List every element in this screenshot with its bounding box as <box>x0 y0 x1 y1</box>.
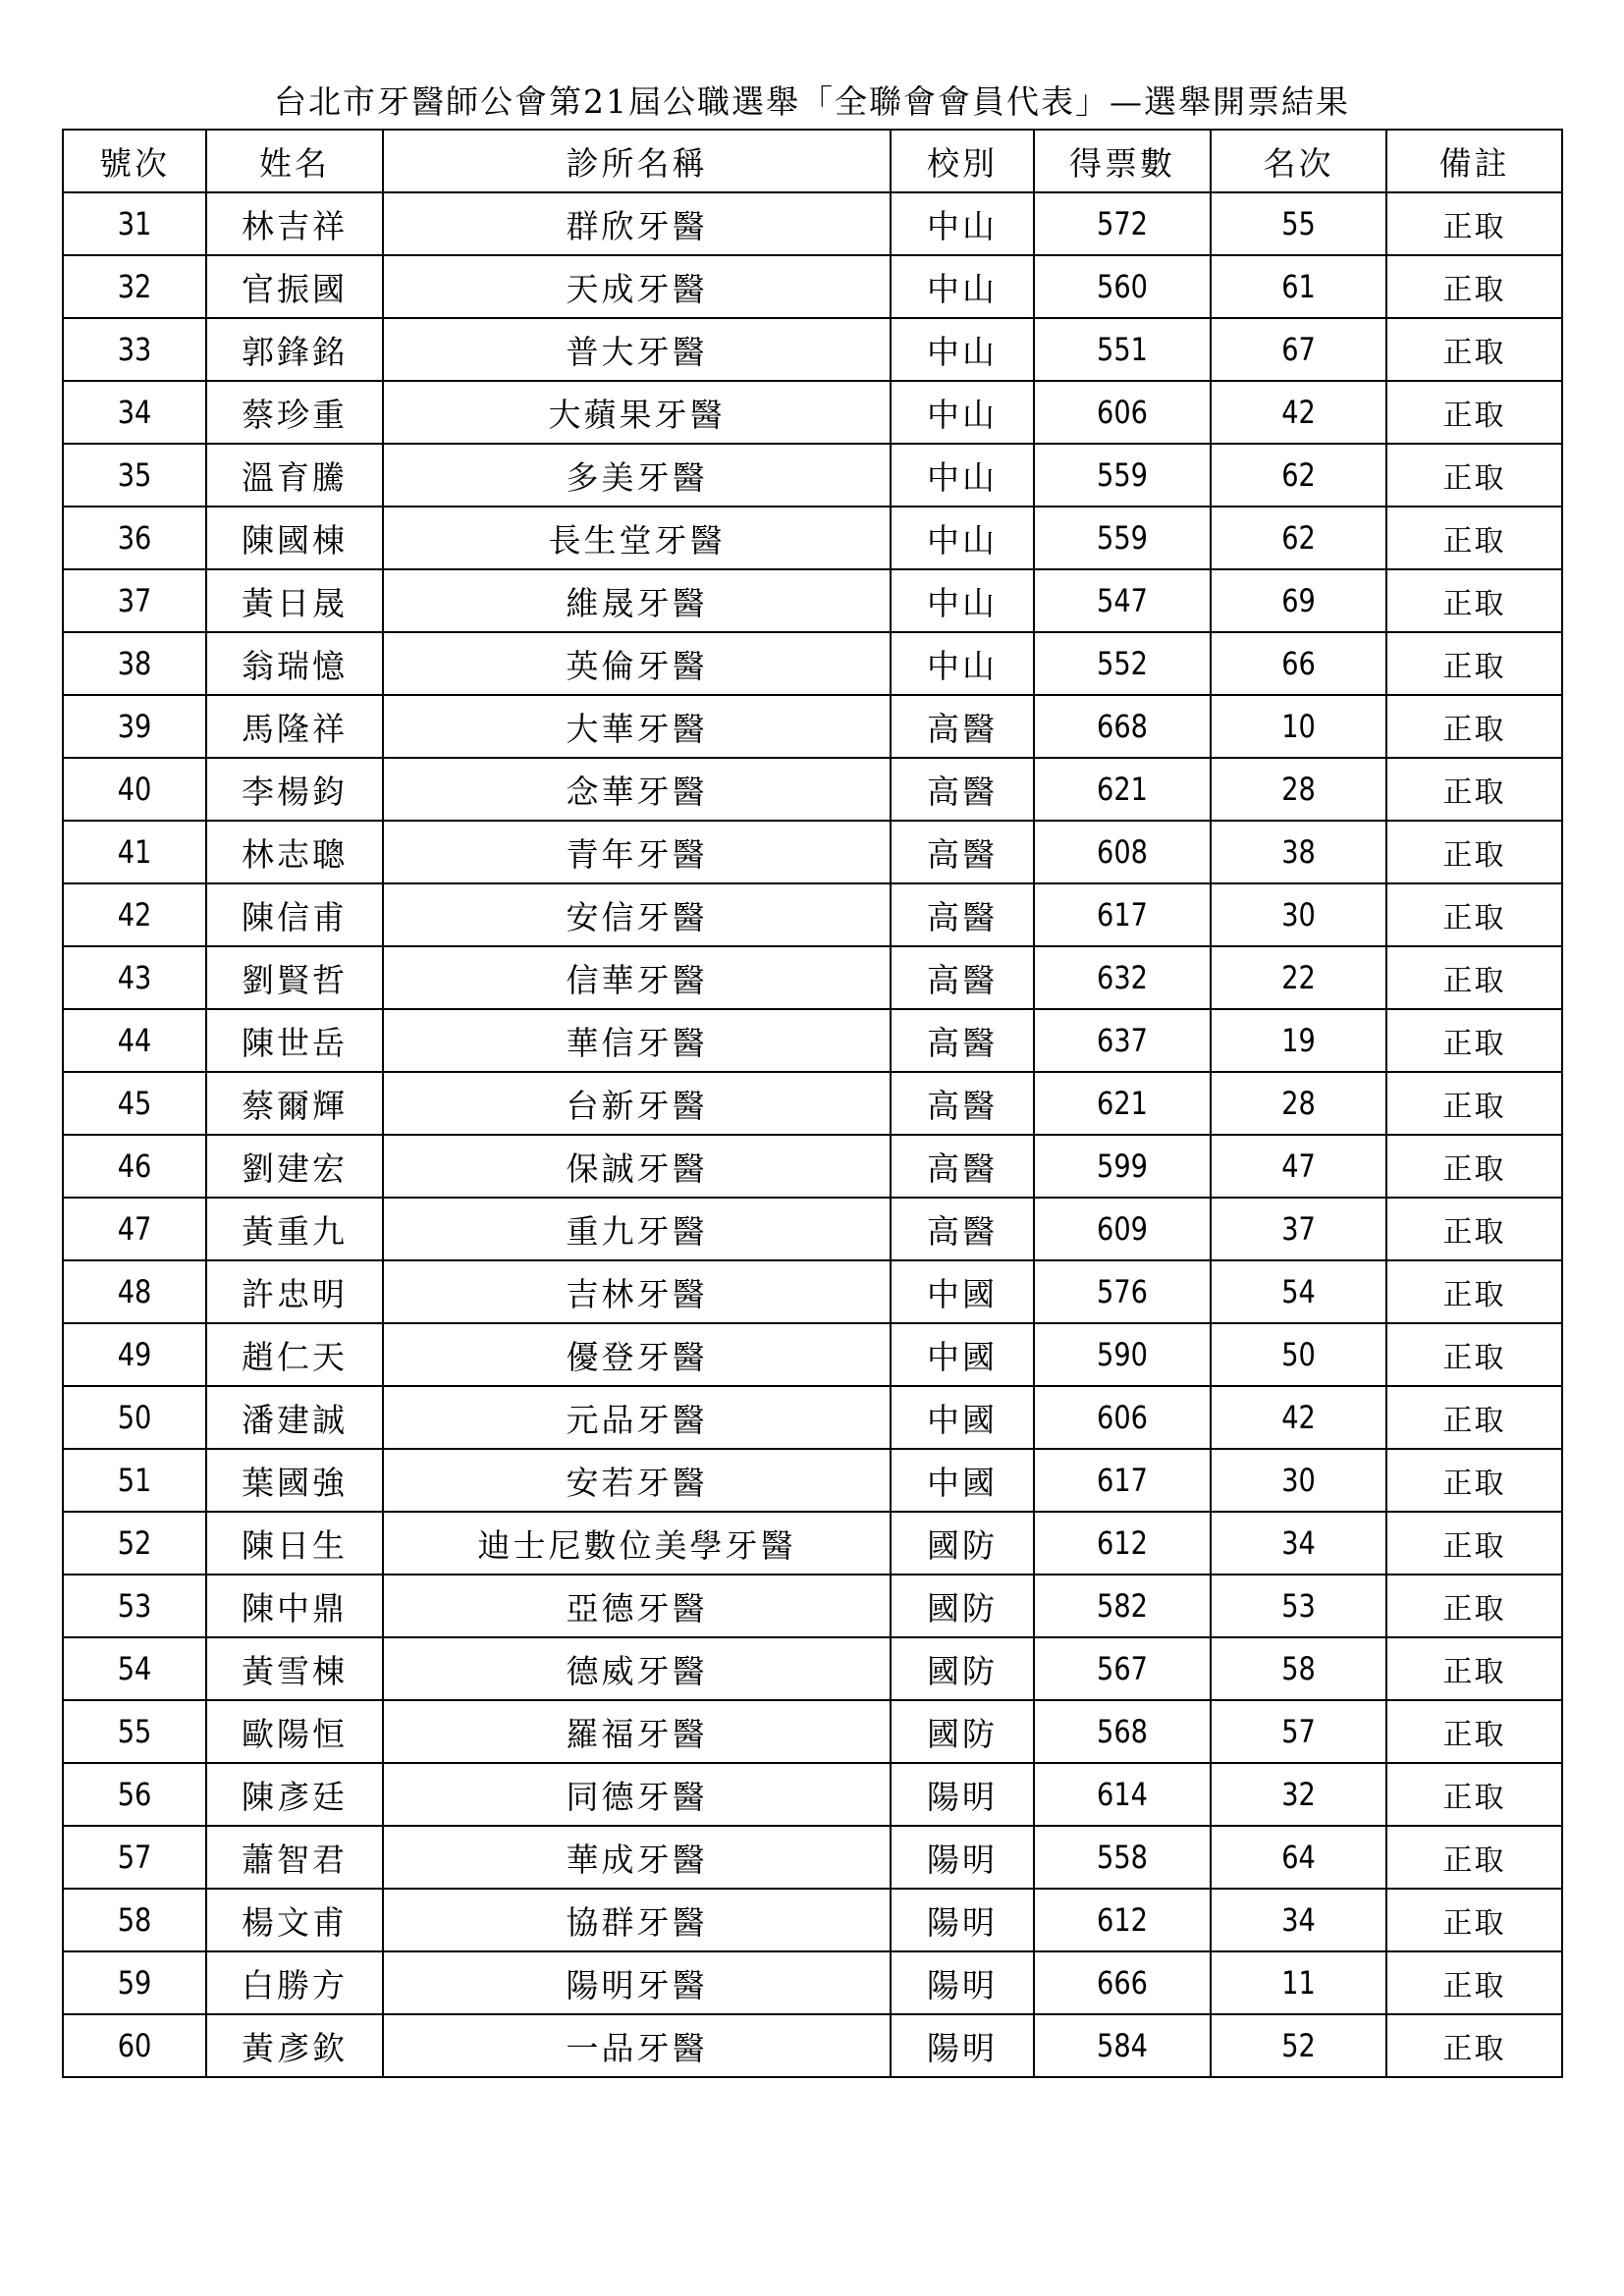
cell-votes: 666 <box>1048 1951 1198 2014</box>
cell-votes: 582 <box>1048 1575 1198 1637</box>
table-row <box>63 1323 1562 1386</box>
cell-clinic: 大華牙醫 <box>383 695 891 758</box>
cell-rank: 42 <box>1223 1386 1373 1449</box>
table-row <box>63 946 1562 1009</box>
cell-school: 高醫 <box>891 695 1034 758</box>
cell-votes: 608 <box>1048 821 1198 883</box>
table-row <box>63 1449 1562 1512</box>
cell-rank: 67 <box>1223 318 1373 381</box>
cell-name: 劉賢哲 <box>206 946 383 1009</box>
cell-name: 潘建誠 <box>206 1386 383 1449</box>
table-row <box>63 192 1562 255</box>
table-row <box>63 381 1562 444</box>
cell-rank: 64 <box>1223 1826 1373 1889</box>
cell-number: 57 <box>74 1826 195 1889</box>
table-row <box>63 1763 1562 1826</box>
cell-clinic: 迪士尼數位美學牙醫 <box>383 1512 891 1575</box>
cell-rank: 38 <box>1223 821 1373 883</box>
cell-number: 50 <box>74 1386 195 1449</box>
cell-school: 中山 <box>891 318 1034 381</box>
table-row <box>63 1135 1562 1198</box>
table-row <box>63 1512 1562 1575</box>
cell-name: 歐陽恒 <box>206 1700 383 1763</box>
cell-number: 40 <box>74 758 195 821</box>
cell-remark: 正取 <box>1386 381 1562 444</box>
cell-remark: 正取 <box>1386 507 1562 569</box>
cell-remark: 正取 <box>1386 1512 1562 1575</box>
cell-number: 53 <box>74 1575 195 1637</box>
cell-votes: 567 <box>1048 1637 1198 1700</box>
cell-number: 39 <box>74 695 195 758</box>
cell-votes: 568 <box>1048 1700 1198 1763</box>
cell-rank: 50 <box>1223 1323 1373 1386</box>
cell-clinic: 大蘋果牙醫 <box>383 381 891 444</box>
cell-rank: 10 <box>1223 695 1373 758</box>
page-title: 台北市牙醫師公會第21屆公職選舉「全聯會會員代表」—選舉開票結果 <box>274 82 1350 121</box>
cell-number: 35 <box>74 444 195 507</box>
cell-school: 高醫 <box>891 1135 1034 1198</box>
cell-votes: 637 <box>1048 1009 1198 1072</box>
cell-rank: 54 <box>1223 1260 1373 1323</box>
cell-name: 陳日生 <box>206 1512 383 1575</box>
cell-name: 趙仁天 <box>206 1323 383 1386</box>
cell-name: 陳信甫 <box>206 883 383 946</box>
cell-rank: 11 <box>1223 1951 1373 2014</box>
cell-clinic: 重九牙醫 <box>383 1198 891 1260</box>
cell-clinic: 優登牙醫 <box>383 1323 891 1386</box>
cell-name: 陳中鼎 <box>206 1575 383 1637</box>
cell-rank: 19 <box>1223 1009 1373 1072</box>
header-name: 姓名 <box>206 130 383 192</box>
cell-clinic: 羅福牙醫 <box>383 1700 891 1763</box>
cell-school: 中山 <box>891 569 1034 632</box>
cell-remark: 正取 <box>1386 1637 1562 1700</box>
cell-rank: 55 <box>1223 192 1373 255</box>
table-header-row <box>63 130 1562 192</box>
cell-rank: 30 <box>1223 883 1373 946</box>
cell-clinic: 華成牙醫 <box>383 1826 891 1889</box>
cell-remark: 正取 <box>1386 1763 1562 1826</box>
header-clinic: 診所名稱 <box>383 130 891 192</box>
cell-remark: 正取 <box>1386 1009 1562 1072</box>
cell-number: 44 <box>74 1009 195 1072</box>
cell-remark: 正取 <box>1386 1135 1562 1198</box>
election-results-table <box>62 129 1563 2078</box>
table-row <box>63 507 1562 569</box>
cell-number: 41 <box>74 821 195 883</box>
cell-school: 中山 <box>891 255 1034 318</box>
cell-votes: 612 <box>1048 1889 1198 1951</box>
cell-name: 蕭智君 <box>206 1826 383 1889</box>
cell-votes: 552 <box>1048 632 1198 695</box>
cell-clinic: 元品牙醫 <box>383 1386 891 1449</box>
cell-rank: 69 <box>1223 569 1373 632</box>
cell-clinic: 吉林牙醫 <box>383 1260 891 1323</box>
cell-rank: 34 <box>1223 1512 1373 1575</box>
cell-number: 48 <box>74 1260 195 1323</box>
cell-clinic: 安信牙醫 <box>383 883 891 946</box>
cell-votes: 558 <box>1048 1826 1198 1889</box>
cell-votes: 551 <box>1048 318 1198 381</box>
cell-rank: 57 <box>1223 1700 1373 1763</box>
cell-name: 林吉祥 <box>206 192 383 255</box>
cell-votes: 668 <box>1048 695 1198 758</box>
cell-number: 42 <box>74 883 195 946</box>
cell-number: 33 <box>74 318 195 381</box>
cell-school: 高醫 <box>891 1009 1034 1072</box>
cell-remark: 正取 <box>1386 821 1562 883</box>
cell-clinic: 青年牙醫 <box>383 821 891 883</box>
cell-clinic: 協群牙醫 <box>383 1889 891 1951</box>
cell-school: 陽明 <box>891 1889 1034 1951</box>
cell-number: 46 <box>74 1135 195 1198</box>
cell-clinic: 天成牙醫 <box>383 255 891 318</box>
cell-remark: 正取 <box>1386 318 1562 381</box>
cell-number: 31 <box>74 192 195 255</box>
cell-votes: 584 <box>1048 2014 1198 2077</box>
cell-name: 劉建宏 <box>206 1135 383 1198</box>
cell-school: 中山 <box>891 444 1034 507</box>
cell-votes: 609 <box>1048 1198 1198 1260</box>
cell-name: 黃雪棟 <box>206 1637 383 1700</box>
cell-votes: 599 <box>1048 1135 1198 1198</box>
cell-votes: 614 <box>1048 1763 1198 1826</box>
cell-number: 54 <box>74 1637 195 1700</box>
cell-number: 47 <box>74 1198 195 1260</box>
cell-school: 高醫 <box>891 821 1034 883</box>
table-row <box>63 444 1562 507</box>
cell-number: 38 <box>74 632 195 695</box>
cell-school: 陽明 <box>891 1763 1034 1826</box>
cell-name: 陳國棟 <box>206 507 383 569</box>
cell-school: 中山 <box>891 632 1034 695</box>
cell-name: 馬隆祥 <box>206 695 383 758</box>
cell-clinic: 華信牙醫 <box>383 1009 891 1072</box>
cell-rank: 66 <box>1223 632 1373 695</box>
cell-rank: 62 <box>1223 444 1373 507</box>
cell-votes: 576 <box>1048 1260 1198 1323</box>
cell-rank: 37 <box>1223 1198 1373 1260</box>
table-row <box>63 1951 1562 2014</box>
cell-school: 高醫 <box>891 1198 1034 1260</box>
header-number: 號次 <box>63 130 206 192</box>
cell-clinic: 台新牙醫 <box>383 1072 891 1135</box>
cell-number: 52 <box>74 1512 195 1575</box>
cell-remark: 正取 <box>1386 192 1562 255</box>
cell-number: 36 <box>74 507 195 569</box>
cell-school: 陽明 <box>891 2014 1034 2077</box>
cell-remark: 正取 <box>1386 255 1562 318</box>
cell-school: 中國 <box>891 1386 1034 1449</box>
table-row <box>63 569 1562 632</box>
cell-votes: 590 <box>1048 1323 1198 1386</box>
cell-votes: 632 <box>1048 946 1198 1009</box>
cell-votes: 559 <box>1048 444 1198 507</box>
table-row <box>63 318 1562 381</box>
table-row <box>63 1009 1562 1072</box>
cell-clinic: 保誠牙醫 <box>383 1135 891 1198</box>
cell-name: 溫育騰 <box>206 444 383 507</box>
header-votes: 得票數 <box>1034 130 1211 192</box>
cell-remark: 正取 <box>1386 1260 1562 1323</box>
cell-votes: 572 <box>1048 192 1198 255</box>
cell-votes: 606 <box>1048 381 1198 444</box>
cell-name: 陳世岳 <box>206 1009 383 1072</box>
cell-clinic: 長生堂牙醫 <box>383 507 891 569</box>
cell-rank: 62 <box>1223 507 1373 569</box>
cell-remark: 正取 <box>1386 1575 1562 1637</box>
cell-school: 中國 <box>891 1323 1034 1386</box>
cell-number: 51 <box>74 1449 195 1512</box>
cell-remark: 正取 <box>1386 1826 1562 1889</box>
cell-remark: 正取 <box>1386 1072 1562 1135</box>
cell-number: 59 <box>74 1951 195 2014</box>
cell-rank: 30 <box>1223 1449 1373 1512</box>
cell-remark: 正取 <box>1386 758 1562 821</box>
cell-remark: 正取 <box>1386 1449 1562 1512</box>
cell-school: 高醫 <box>891 946 1034 1009</box>
cell-number: 58 <box>74 1889 195 1951</box>
cell-remark: 正取 <box>1386 1889 1562 1951</box>
cell-school: 國防 <box>891 1637 1034 1700</box>
table-row <box>63 1889 1562 1951</box>
cell-name: 翁瑞憶 <box>206 632 383 695</box>
table-row <box>63 883 1562 946</box>
table-row <box>63 1575 1562 1637</box>
table-row <box>63 821 1562 883</box>
table-row <box>63 1637 1562 1700</box>
cell-remark: 正取 <box>1386 883 1562 946</box>
cell-name: 李楊鈞 <box>206 758 383 821</box>
cell-remark: 正取 <box>1386 1951 1562 2014</box>
cell-school: 陽明 <box>891 1951 1034 2014</box>
cell-number: 34 <box>74 381 195 444</box>
cell-rank: 58 <box>1223 1637 1373 1700</box>
cell-remark: 正取 <box>1386 444 1562 507</box>
cell-number: 55 <box>74 1700 195 1763</box>
cell-name: 陳彥廷 <box>206 1763 383 1826</box>
cell-number: 56 <box>74 1763 195 1826</box>
cell-school: 國防 <box>891 1512 1034 1575</box>
cell-school: 中山 <box>891 507 1034 569</box>
table-row <box>63 1198 1562 1260</box>
table-row <box>63 1072 1562 1135</box>
cell-name: 白勝方 <box>206 1951 383 2014</box>
cell-remark: 正取 <box>1386 2014 1562 2077</box>
cell-name: 葉國強 <box>206 1449 383 1512</box>
cell-votes: 617 <box>1048 1449 1198 1512</box>
cell-remark: 正取 <box>1386 569 1562 632</box>
cell-name: 黃彥欽 <box>206 2014 383 2077</box>
cell-clinic: 德威牙醫 <box>383 1637 891 1700</box>
cell-school: 中山 <box>891 381 1034 444</box>
cell-votes: 560 <box>1048 255 1198 318</box>
cell-school: 陽明 <box>891 1826 1034 1889</box>
table-row <box>63 1826 1562 1889</box>
cell-remark: 正取 <box>1386 946 1562 1009</box>
cell-name: 官振國 <box>206 255 383 318</box>
cell-clinic: 群欣牙醫 <box>383 192 891 255</box>
cell-rank: 52 <box>1223 2014 1373 2077</box>
cell-remark: 正取 <box>1386 1700 1562 1763</box>
table-row <box>63 2014 1562 2077</box>
header-school: 校別 <box>891 130 1034 192</box>
cell-votes: 559 <box>1048 507 1198 569</box>
cell-rank: 42 <box>1223 381 1373 444</box>
cell-votes: 547 <box>1048 569 1198 632</box>
cell-name: 郭鋒銘 <box>206 318 383 381</box>
cell-votes: 621 <box>1048 758 1198 821</box>
cell-school: 高醫 <box>891 1072 1034 1135</box>
cell-school: 高醫 <box>891 758 1034 821</box>
cell-clinic: 念華牙醫 <box>383 758 891 821</box>
header-rank: 名次 <box>1211 130 1386 192</box>
cell-number: 49 <box>74 1323 195 1386</box>
cell-rank: 32 <box>1223 1763 1373 1826</box>
cell-name: 黃日晟 <box>206 569 383 632</box>
cell-clinic: 同德牙醫 <box>383 1763 891 1826</box>
cell-clinic: 多美牙醫 <box>383 444 891 507</box>
cell-number: 45 <box>74 1072 195 1135</box>
table-row <box>63 1700 1562 1763</box>
cell-clinic: 安若牙醫 <box>383 1449 891 1512</box>
table-row <box>63 695 1562 758</box>
table-row <box>63 758 1562 821</box>
cell-rank: 47 <box>1223 1135 1373 1198</box>
cell-school: 高醫 <box>891 883 1034 946</box>
cell-school: 國防 <box>891 1700 1034 1763</box>
cell-votes: 606 <box>1048 1386 1198 1449</box>
cell-votes: 617 <box>1048 883 1198 946</box>
cell-votes: 621 <box>1048 1072 1198 1135</box>
cell-rank: 61 <box>1223 255 1373 318</box>
cell-clinic: 亞德牙醫 <box>383 1575 891 1637</box>
table-body <box>63 192 1562 2077</box>
cell-name: 蔡珍重 <box>206 381 383 444</box>
cell-rank: 28 <box>1223 758 1373 821</box>
cell-remark: 正取 <box>1386 1198 1562 1260</box>
cell-clinic: 普大牙醫 <box>383 318 891 381</box>
header-remark: 備註 <box>1386 130 1562 192</box>
cell-remark: 正取 <box>1386 1323 1562 1386</box>
cell-clinic: 英倫牙醫 <box>383 632 891 695</box>
cell-votes: 612 <box>1048 1512 1198 1575</box>
table-row <box>63 632 1562 695</box>
cell-rank: 34 <box>1223 1889 1373 1951</box>
cell-number: 43 <box>74 946 195 1009</box>
cell-school: 中國 <box>891 1260 1034 1323</box>
cell-name: 蔡爾輝 <box>206 1072 383 1135</box>
cell-clinic: 陽明牙醫 <box>383 1951 891 2014</box>
cell-rank: 22 <box>1223 946 1373 1009</box>
cell-number: 32 <box>74 255 195 318</box>
cell-clinic: 信華牙醫 <box>383 946 891 1009</box>
cell-rank: 53 <box>1223 1575 1373 1637</box>
table-row <box>63 1386 1562 1449</box>
cell-number: 60 <box>74 2014 195 2077</box>
cell-school: 中山 <box>891 192 1034 255</box>
table-row <box>63 1260 1562 1323</box>
cell-name: 黃重九 <box>206 1198 383 1260</box>
cell-name: 林志聰 <box>206 821 383 883</box>
cell-rank: 28 <box>1223 1072 1373 1135</box>
table-row <box>63 255 1562 318</box>
cell-clinic: 一品牙醫 <box>383 2014 891 2077</box>
cell-school: 中國 <box>891 1449 1034 1512</box>
cell-school: 國防 <box>891 1575 1034 1637</box>
cell-clinic: 維晟牙醫 <box>383 569 891 632</box>
cell-remark: 正取 <box>1386 695 1562 758</box>
cell-name: 楊文甫 <box>206 1889 383 1951</box>
cell-remark: 正取 <box>1386 632 1562 695</box>
cell-number: 37 <box>74 569 195 632</box>
cell-name: 許忠明 <box>206 1260 383 1323</box>
cell-remark: 正取 <box>1386 1386 1562 1449</box>
